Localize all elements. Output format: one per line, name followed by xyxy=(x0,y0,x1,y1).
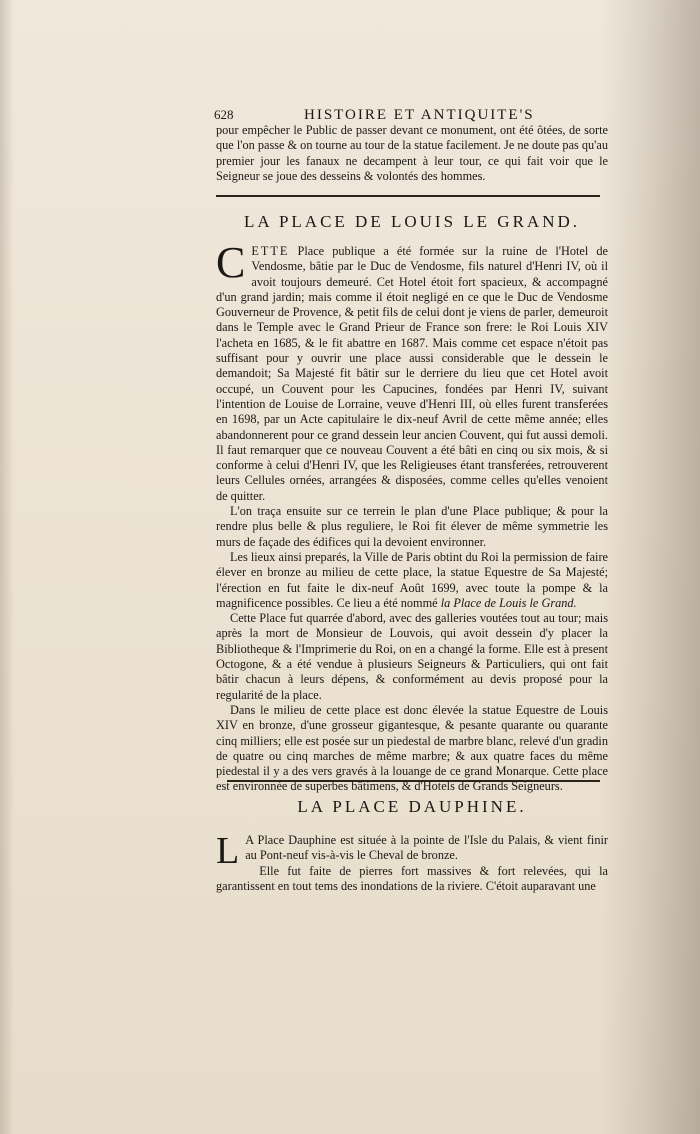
drop-cap: C xyxy=(216,238,246,287)
paragraph: L'on traça ensuite sur ce terrein le plan d'une Place publique; & pour la rendre plus belle & plus reguliere, le Roi fit élever de même symmetrie les murs de façade des édifices qui la devoient environner. xyxy=(216,504,608,549)
paragraph xyxy=(216,830,608,872)
section-body xyxy=(216,238,608,795)
page-shadow xyxy=(0,0,14,1134)
section-title: LA PLACE DE LOUIS LE GRAND. xyxy=(244,212,580,231)
running-title: HISTOIRE ET ANTIQUITE'S xyxy=(304,107,535,123)
paragraph-text: A Place Dauphine est située à la pointe de l'Isle du Palais, & vient finir au Pont-neuf vis-à-vis le Cheval de bronze. xyxy=(245,833,608,863)
page-number: 628 xyxy=(214,107,234,122)
paragraph: Dans le milieu de cette place est donc élevée la statue Equestre de Louis XIV en bronze, d'une grosseur gigantesque, & pesante quarante ou quarante cinq milliers; elle est posée sur un piedestal de marbre blanc, relevé d'un gradin de quatre ou cinq marches de même marbre; & aux quatre faces du même piedestal il y a des vers gravés à la louange de ce grand Monarque. Cette place est environnée de superbes bâtimens, & d'Hotels de Grands Seigneurs. xyxy=(216,702,608,794)
paragraph xyxy=(216,238,608,504)
lead-word: ETTE xyxy=(251,244,290,258)
intro-text: pour empêcher le Public de passer devant ce monument, ont été ôtées, de sorte que l'on passe & on tourne au tour de la statue facilement. Je ne doute pas qu'au premier jour les fanaux ne decampent à leur tour, ce qui fait voir que le Seigneur se joue des desseins & volontés des hommes. xyxy=(216,123,609,183)
section-divider xyxy=(216,195,600,197)
intro-paragraph xyxy=(216,123,608,184)
section-body xyxy=(216,830,608,894)
section-divider xyxy=(227,780,600,782)
paragraph-text: Place publique a été formée sur la ruine de l'Hotel de Vendosme, bâtie par le Duc de Vendosme, fils naturel d'Henri IV, où il avoit toujours demeuré. Cet Hotel étoit fort spacieux, & accompagné d'un grand jardin; mais comme il étoit negligé en ce que le Duc de Vendosme Gouverneur de Provence, & petit fils de celui dont je viens de parler, demeuroit dans le Temple avec le Grand Prieur de France son frere: le Roi Louis XIV l'acheta en 1685, & le fit abattre en 1687. Mais comme cet espace n'étoit pas suffisant pour y ouvrir une place aussi considerable que le dessein le demandoit; Sa Majesté fit bâtir sur le derriere du lieu que cet Hotel avoit occupé, un Couvent pour les Capucines, fondées par Henri IV, suivant l'intention de Louise de Lorraine, veuve d'Henri III, où elles furent transferées en 1698, par un Acte capitulaire le dix-neuf Avril de cette même année; elles abandonnerent pour ce grand dessein leur ancien Couvent, qui fut aussi demoli. Il faut remarquer que ce nouveau Couvent a été bâti en cinq ou six mois, & si conforme à celui d'Henri IV, que les Religieuses étant transferées, retrouverent leurs Cellules ornées, arrangées & disposées, comme celles qu'elles venoient de quitter. xyxy=(216,244,608,503)
paragraph: Elle fut faite de pierres fort massives & fort relevées, qui la garantissent en tout tems des inondations de la riviere. C'étoit auparavant une xyxy=(216,863,608,893)
paragraph: Cette Place fut quarrée d'abord, avec des galleries voutées tout au tour; mais après la mort de Monsieur de Louvois, qui avoit dessein d'y placer la Bibliotheque & l'Imprimerie du Roi, on en a changé la forme. Elle est à present Octogone, & a été vendue à plusieurs Seigneurs & Particuliers, qui ont fait bâtir chacun à leurs dépens, & conformément au devis proposé pour la regularité de la place. xyxy=(216,611,608,702)
place-name-italic: la Place de Louis le Grand. xyxy=(440,595,577,610)
paragraph-text: Les lieux ainsi preparés, la Ville de Paris obtint du Roi la permission de faire élever en bronze au milieu de cette place, la statue Equestre de Sa Majesté; l'érection en fut faite le dix-neuf Août 1699, avec toute la pompe & la magnificence possibles. Ce lieu a été nommé xyxy=(216,549,608,610)
drop-cap: L xyxy=(216,830,240,872)
section-title: LA PLACE DAUPHINE. xyxy=(297,797,527,816)
paragraph xyxy=(216,550,608,611)
